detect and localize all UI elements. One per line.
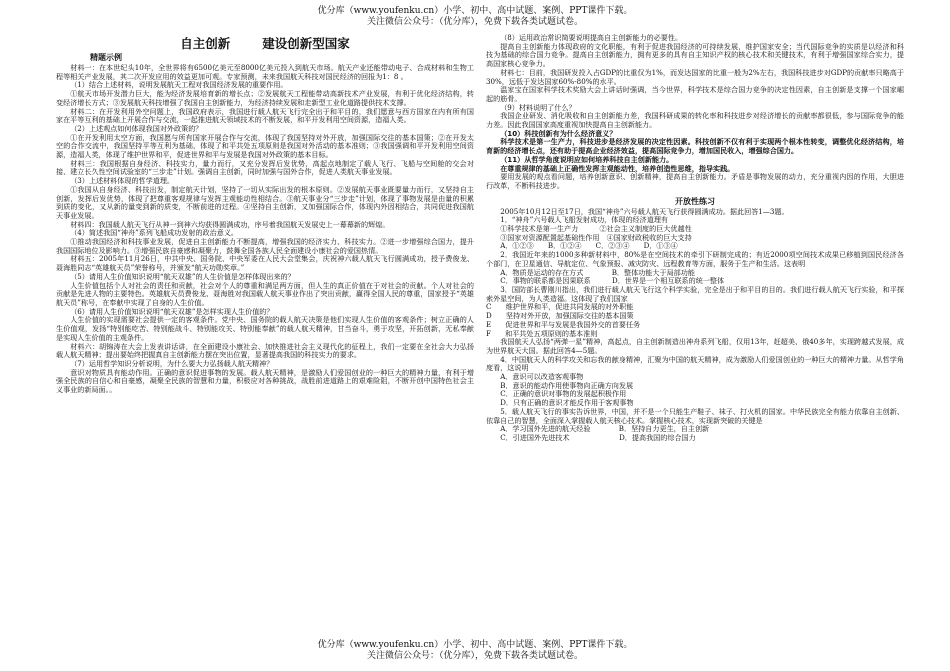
paragraph: 材料五：2005年11月26日，中共中央、国务院、中央军委在人民大会堂集会，庆祝神六载人航天飞行圆满成功，授予费俊龙、聂海胜同志“英雄航天员”荣誉称号，并颁发“航天功勋奖章。” <box>56 254 474 273</box>
paragraph: 材料六：胡锦涛在大会上发表讲话讲，在全面建设小康社会、加快推进社会主义现代化的征程上，我们一定要在全社会大力弘扬载人航天精神；提出要始终把握真自主创新能力摆在突出位置，显著提高我国的科技实力的要求。 <box>56 341 474 360</box>
paragraph: 材料一：在本世纪头10年，全世界将有6500亿美元至8000亿美元投入到航天市场。航天产业还能带动电子、合成材料和生物工程等相关产业发展，其二次开发应用的效益更加可观。专家预测，未来我国航天科技对国民经济的回报为1：8 。 <box>56 63 474 81</box>
exercise-question: 2．我国近年来的1000多种新材料中，80%是在空间技术的牵引下研制完成的；有近2000项空间技术成果已移植到国民经济各个部门，在卫星通信、导航定位、气象预报、减灾防灾、远程教育等方面，服务于生产和生活。这表明 <box>486 250 904 268</box>
exercise-option: C．事物的联系都是因果联系 D．世界是一个相互联系的统一整体 <box>500 276 725 286</box>
answer: ①我国从自身经济、科技出发，制定航天计划，坚持了一切从实际出发的根本原则。②发展航天事业既要量力而行，又坚持自主创新，发挥后发优势，体现了把尊重客观规律与发挥主观能动性相结合。③航天事业分“三步走”计划，体现了事物发展是由量的积累到质的变化，又从新的量变到新的质变，不断前进的过程。④坚持自主创新，又加强国际合作，体现内外因相结合，共同促进我国航天事业发展。 <box>56 184 474 220</box>
document-title <box>56 36 474 52</box>
exercise-section-title: 开放性练习 <box>675 196 715 206</box>
answer: ①推动我国经济和科技事业发展，促进自主创新能力不断提高，增强我国的经济实力、科技实力。②进一步增强综合国力，提升我国国际地位及影响力。③增强民族自豪感和凝聚力，鼓舞全国各族人民全面建设小康社会的爱国热情。 <box>56 237 474 255</box>
exercise-option: A．①②③ B．①②④ C．②③④ D．①③④ <box>500 241 678 251</box>
exercise-option: ①科学技术是第一生产力 ②社会主义制度的巨大优越性 <box>500 224 692 234</box>
answer: 人生价值的实现需要社会提供一定的客观条件。党中央、国务院的载人航天决策是他们实现人生价值的客观条件；树立正确的人生价值观，发扬“特别能吃苦、特别能战斗、特别能攻关、特别能奉献”的载人航天精神，甘当奋斗，勇于攻坚，开拓创新，无私奉献是实现人生价值的主观条件。 <box>56 315 474 342</box>
exercise-option: D 坚持对外开放，加强国际交往的基本国策 <box>486 311 634 321</box>
question-10-heading: （10）科技创新有为什么经济意义？ <box>500 128 617 138</box>
exercise-intro: 2005年10月12日至17日，我国“神舟”六号载人航天飞行获得圆满成功。据此回答1—3题。 <box>500 206 789 216</box>
exercise-option: C．引进国外先进技术 D．提高我国的综合国力 <box>500 432 696 442</box>
exercise-question: 3．国防部长曹刚川指出，我们进行载人航天飞行这个科学实验，完全是出于和平目的目的。我们进行载人航天飞行实验，和平探索外星空间，为人类造福。这体现了我们国家 <box>486 284 904 303</box>
footer-line-2: 关注微信公众号：（优分库），免费下载各类试题试卷。 <box>366 651 583 661</box>
exercise-option: C．正确的意识对事物的发展起积极作用 <box>500 389 627 399</box>
page-header <box>0 6 950 28</box>
question-11-heading: （11）从哲学角度说明应如何培养科技自主创新能力。 <box>500 154 674 164</box>
answer: ①航天市场开发潜力巨大，能为经济发展培育新的增长点；②发展航天工程能带动高新技术产业发展，有利于优化经济结构，转变经济增长方式；③发展航天科技增强了我国自主创新能力，为经济持续发展和走新型工业化道路提供技术支撑。 <box>56 89 474 107</box>
exercise-option: A．物质是运动的存在方式 B．整体功能大于局部功能 <box>500 267 695 277</box>
exercise-option: C 维护世界和平，促进共同发展的对外职能 <box>486 302 634 312</box>
right-column <box>486 34 904 638</box>
question: （2）上述观点如何体现我国对外政策的？ <box>70 123 203 133</box>
paragraph: 材料二：在开发利用外空问题上，我国政府表示，我国进行载人航天飞行完全出于和平目的，我们愿意与西方国家在内有所有国家在平等互利的基础上开展合作与交流，一起推进航天领域技术的不断发展，和平开发利用空间资源，造福人类。 <box>56 106 474 125</box>
question: （5）请用人生价值知识说明“航天双雄”的人生价值是怎样体现出来的？ <box>70 271 295 281</box>
exercise-option: B．意识的能动作用使事物向正确方向发展 <box>500 380 634 390</box>
section-subtitle: 精题示例 <box>90 53 122 62</box>
footer-line-1: 优分库（www.youfenku.cn）小学、初中、高中试题、案例、PPT课件下载。 <box>317 640 633 650</box>
title-part-1: 自主创新 <box>180 36 231 51</box>
paragraph: 温家宝在国家科学技术奖励大会上讲话时强调，当今世界，科学技术是综合国力竞争的决定性因素，自主创新是支撑一个国家崛起的筋骨。 <box>486 85 904 103</box>
answer: 意识对物质具有能动作用。正确的意识促进事物的发展。载人航天精神，是激励人们爱国创业的一种巨大的精神力量，有利于增强全民族的自信心和自豪感，凝聚全民族的智慧和力量，积极应对各种挑战，战胜前进道路上的艰难险阻，不断开创中国特色社会主义事业的新局面。。 <box>56 367 474 395</box>
answer: 人生价值包括个人对社会的责任和贡献，社会对个人的尊重和满足两方面，但人生的真正价值在于对社会的贡献。个人对社会的贡献是先进人物的主要特色。英雄航天员费俊龙、聂海胜对我国载人航天事业作出了突出贡献，赢得全国人民的尊重，国家授予“英雄航天员”称号，在奉献中实现了自身的人生价值。 <box>56 280 474 307</box>
exercise-option: E 促进世界和平与发展是我国外交的首要任务 <box>486 319 641 329</box>
question-11-answer-1: 在尊重规律的基础上正确性发挥主观能动性，培养创造性思维，指导实践。 <box>500 163 735 173</box>
left-column <box>56 34 474 638</box>
question-10-answer: 科学技术是第一生产力，科技进步是经济发展的决定性因素。科技创新不仅有利于实现两个根本性转变，调整优化经济结构，培育新的经济增长点，还有助于提高企业经济效益，提高国际竞争力，增加国民收入，增强综合国力。 <box>486 137 904 156</box>
question: （4）简述我国“神舟”系列飞船成功发射的政治意义。 <box>70 228 239 238</box>
header-line-2: 关注微信公众号：（优分库），免费下载各类试题试卷。 <box>366 17 583 27</box>
answer: 提高自主创新能力体现政府的文化职能，有利于促进我国经济的可持续发展，维护国家安全；当代国际竞争的实质是以经济和科技为基础的综合国力竞争。提高自主创新能力，拥有更多的具有自主知识产权的核心技术和关键技术，有利于增强国家综合实力，提高国家核心竞争力。 <box>486 41 904 69</box>
question: （8）运用政治常识简要说明提高自主创新能力的必要性。 <box>500 34 683 42</box>
paragraph: 材料四：我国载人航天飞行从神一到神六均获得圆满成功，序号着我国航天发展史上一幕幕新的辉煌。 <box>70 219 390 229</box>
title-part-2: 建设创新型国家 <box>262 36 350 51</box>
question: （9）材料说明了什么？ <box>500 102 576 112</box>
exercise-option: D．只有正确的意识才能反作用于客观事物 <box>500 398 634 408</box>
question: （3）上述材料体现的哲学道理。 <box>70 176 175 186</box>
exercise-option: A．学习国外先进的航天经验 B．坚持自力更生，自主创新 <box>500 424 710 434</box>
exercise-question: 1．“神舟”六号载人飞船发射成功，体现的经济道理有 <box>500 215 669 225</box>
answer: 我国企业研发、消化吸收和自主创新能力差，我国科研成果的转化率和科技进步对经济增长的贡献率都很低，参与国际竞争的能力差。因此我国国家高度重视加快提高自主创新能力。 <box>486 111 904 130</box>
paragraph: 材料七：目前，我国研发投入占GDP的比重仅为1%，而发达国家的比重一般为2%左右，我国科技进步对GDP的贡献率只略高于30%，远低于发达国家60%-80%的水平。 <box>486 67 904 86</box>
exercise-option: F 和平共处五项原则的基本准则 <box>486 328 598 338</box>
paragraph: 材料三：我国根据自身经济、科技实力，量力而行，又充分发挥后发优势，高起点地制定了载人飞行、飞船与空间舱的交会对接、建立长久性空间试验室的“三步走”计划。强调自主创新，同时加强与国外合作，促进人类航天事业发展。 <box>56 158 474 177</box>
exercise-intro: 我国航天人弘扬“两弹一星”精神，高起点，自主创新制造出神舟系列飞船，仅用13年，赶超美、俄40多年，实现跨越式发展，成为世界航天大国。据此回答4—5题。 <box>486 337 904 355</box>
exercise-option: ③国家对资源配置起基础性作用 ④国家财政税收的巨大支持 <box>500 232 692 242</box>
question: （7）运用哲学知识分析说明，为什么要大力弘扬载人航天精神？ <box>70 358 274 368</box>
header-line-1: 优分库（www.youfenku.cn）小学、初中、高中试题、案例、PPT课件下载。 <box>317 6 633 16</box>
question: （6）请用人生价值知识说明“航天双雄”是怎样实现人生价值的？ <box>70 306 274 316</box>
exercise-question: 5．载人航天飞行的事实告诉世界，中国，并不是一个只能生产鞋子、袜子、打火机的国家。中华民族完全有能力依靠自主创新、依靠自己的智慧，全面深入掌握载人航天核心技术。掌握核心技术，实现新突破的关键是 <box>486 406 904 425</box>
page-footer <box>0 640 950 662</box>
exercise-option: A．意识可以改造客观事物 <box>500 372 584 382</box>
question: （1）结合上述材料，说明发展航天工程对我国经济发展的重要作用。 <box>70 80 288 90</box>
exercise-question: 4．中国航天人的科学攻关和忘我的献身精神，汇聚为中国的航天精神，成为激励人们爱国创业的一种巨大的精神力量。从哲学角度看，这说明 <box>486 354 904 373</box>
answer: ①在开发利用太空方面，我国愿与所有国家开展合作与交流，体现了我国坚持对外开放，加强国际交往的基本国策；②在开发太空的合作交流中，我国坚持平等互利为基础，体现了和平共处五项原则是我国对外活动的基本准则；③我国强调和平开发利用空间资源，造福人类，体现了维护世界和平，促进世界和平与发展是我国对外政策的基本目标。 <box>56 132 474 160</box>
question-11-answer-2: 要用发展的观点看问题，培养创新意识、创新精神，提高自主创新能力。矛盾是事物发展的动力，充分重视内因的作用，大胆进行改革，不断科技进步。 <box>486 172 904 190</box>
